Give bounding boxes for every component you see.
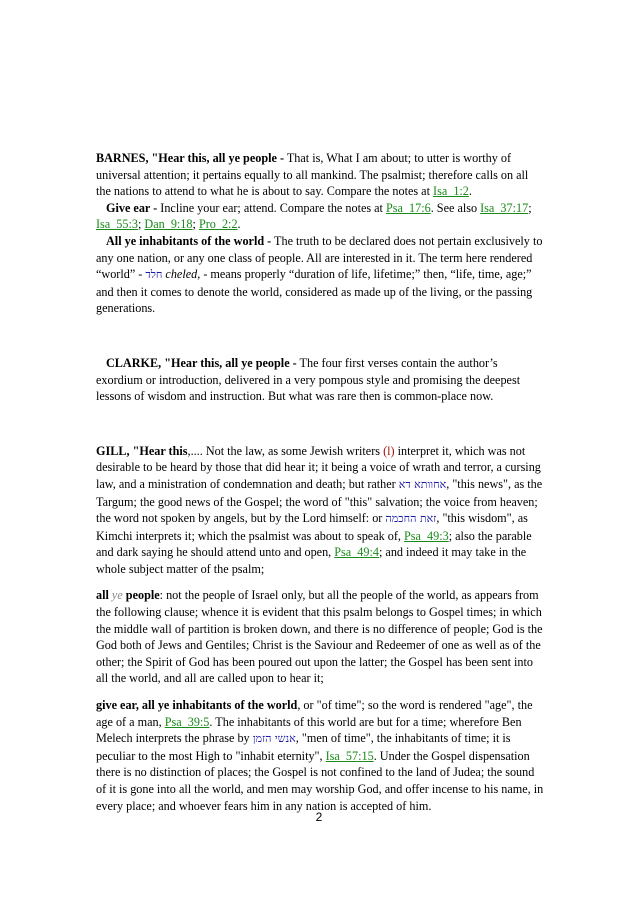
ref-dan-9-18[interactable]: Dan_9:18: [144, 217, 193, 232]
barnes-paragraph-3: All ye inhabitants of the world - The truth to be declared does not pertain exclusively to any one nation, or any one class of people. All are interested in it. The term here rendered “world” - חלד cheled, - means properly “duration of life, lifetime;” then, “life, time, age;” and then it comes to denote the world, considered as made up of the living, or the passing generations.: [96, 233, 543, 316]
commentary-page: [96, 150, 544, 814]
barnes-heading: BARNES, "Hear this, all ye people -: [96, 151, 285, 165]
transliteration-cheled: cheled,: [162, 267, 201, 282]
ref-isa-57-15[interactable]: Isa_57:15: [325, 748, 374, 763]
all-heading: all: [96, 588, 109, 603]
give-ear-heading: Give ear -: [106, 200, 158, 215]
ref-pro-2-2[interactable]: Pro_2:2: [198, 217, 238, 232]
gill-heading: GILL, "Hear this: [96, 443, 188, 458]
ref-isa-37-17[interactable]: Isa_37:17: [480, 200, 529, 215]
page-number: 2: [315, 810, 323, 824]
barnes-paragraph-2: Give ear - Incline your ear; attend. Compare the notes at Psa_17:6. See also Isa_37:17; Isa_55:3; Dan_9:18; Pro_2:2.: [96, 200, 532, 232]
footnote-marker[interactable]: (l): [383, 443, 395, 458]
gill-paragraph-3: give ear, all ye inhabitants of the world, or "of time"; so the word is rendered "age", the age of a man, Psa_39:5. The inhabitants of this world are but for a time; wherefore Ben Melech interprets the phrase by אנשי הזמן, "men of time", the inhabitants of time; it is peculiar to the most High to "inhabit eternity", Isa_57:15. Under the Gospel dispensation there is no distinction of places; the Gospel is not confined to the land of Judea; the sound of it is gone into all the world, and men may worship God, and offer incense to his name, in every place; and whoever fears him in any nation is accepted of him.: [96, 698, 544, 813]
hebrew-men-of-time: אנשי הזמן: [252, 732, 296, 746]
inhabitants-heading: All ye inhabitants of the world -: [106, 233, 272, 248]
gill-paragraph-2: all ye people: not the people of Israel only, but all the people of the world, as appears from the following clause; whence it is evident that this psalm belongs to Gospel times; in which the middle wall of partition is broken down, and there is no difference of people; God is the God both of Jews and Gentiles; Christ is the Saviour and Redeemer of one as well as of the other; the Spirit of God has been poured out upon the latter; the Gospel has been sent into all the world, and all are called upon to hear it;: [96, 588, 543, 686]
ye-word: ye: [111, 588, 123, 603]
ref-isa-55-3[interactable]: Isa_55:3: [96, 217, 138, 232]
ref-psa-49-3[interactable]: Psa_49:3: [404, 528, 449, 543]
give-ear-inhabitants-heading: give ear, all ye inhabitants of the world: [96, 698, 298, 713]
hebrew-cheled: חלד: [145, 268, 163, 282]
hebrew-this-wisdom: זאת החכמה: [385, 512, 437, 526]
hebrew-this-news: אחוותא דא: [398, 477, 447, 491]
ref-psa-17-6[interactable]: Psa_17:6: [386, 200, 431, 215]
ref-isa-1-2[interactable]: Isa_1:2: [433, 184, 469, 199]
gill-paragraph-1: GILL, "Hear this,.... Not the law, as some Jewish writers (l) interpret it, which was not desirable to be heard by those that did hear it; it being a voice of wrath and terror, a cursing law, and a ministration of condemnation and death; but rather אחוותא דא, "this news", as the Targum; the good news of the Gospel; the word of "this" salvation; the voice from heaven; the word not spoken by angels, but by the Lord himself: or זאת החכמה, "this wisdom", as Kimchi interprets it; which the psalmist was about to speak of, Psa_49:3; also the parable and dark saying he should attend unto and open, Psa_49:4; and indeed it may take in the whole subject matter of the psalm;: [96, 443, 543, 576]
barnes-paragraph-1: BARNES, "Hear this, all ye people - That is, What I am about; to utter is worthy of universal attention; it pertains equally to all mankind. The psalmist; therefore calls on all the nations to attend to what he is about to say. Compare the notes at Isa_1:2.: [96, 151, 529, 199]
clarke-paragraph: CLARKE, "Hear this, all ye people - The four first verses contain the author’s exordium or introduction, delivered in a very pompous style and promising the deepest lessons of wisdom and instruction. But what was rare then is common-place now.: [96, 355, 521, 404]
people-heading: people: [125, 588, 160, 603]
ref-psa-39-5[interactable]: Psa_39:5: [164, 714, 210, 729]
ref-psa-49-4[interactable]: Psa_49:4: [334, 545, 379, 560]
clarke-heading: CLARKE, "Hear this, all ye people -: [106, 355, 297, 370]
